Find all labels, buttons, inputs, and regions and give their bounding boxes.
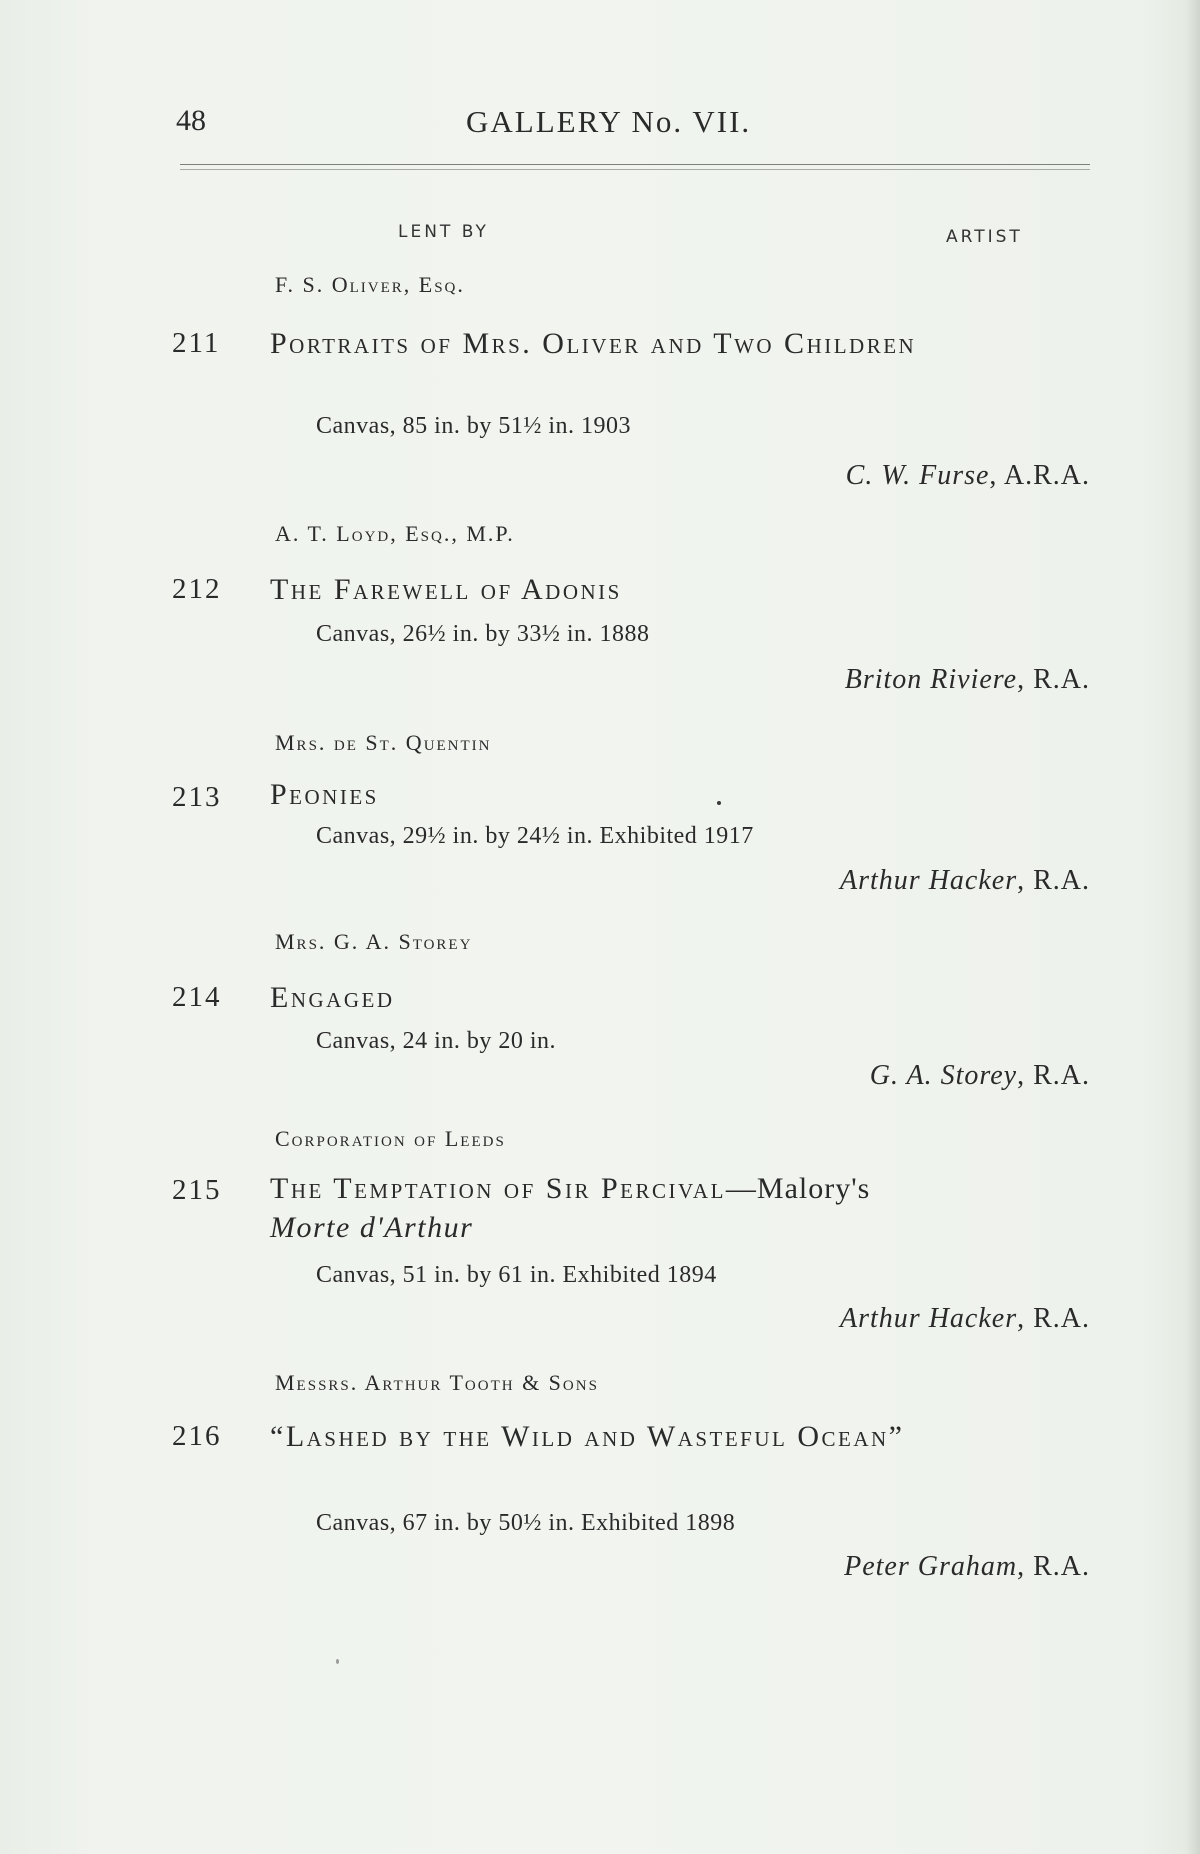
page-edge-shadow	[1186, 0, 1200, 1854]
entry-number: 216	[172, 1420, 222, 1452]
page-number: 48	[176, 104, 206, 137]
entry-title-text: Peonies	[270, 778, 379, 811]
column-label-artist: ARTIST	[946, 227, 1023, 247]
entry-artist-name: Briton Riviere	[844, 664, 1018, 695]
entry-title-text: The Temptation of Sir Percival	[270, 1172, 726, 1205]
entry-lender: Mrs. de St. Quentin	[275, 730, 492, 755]
entry-number: 211	[172, 327, 221, 359]
entry-lender: Messrs. Arthur Tooth & Sons	[275, 1370, 599, 1395]
entry-title	[270, 978, 1100, 1017]
entry-artist-suffix: , R.A.	[1017, 1060, 1090, 1091]
entry-artist-name: Arthur Hacker	[840, 865, 1018, 896]
entry-artist	[844, 1551, 1090, 1583]
entry-medium: Canvas, 24 in. by 20 in.	[316, 1028, 556, 1054]
ink-speck	[717, 801, 721, 805]
header-rule-secondary	[180, 169, 1090, 170]
entry-artist-name: Peter Graham	[844, 1551, 1018, 1582]
entry-number: 214	[172, 981, 222, 1013]
entry-medium: Canvas, 67 in. by 50½ in. Exhibited 1898	[316, 1510, 736, 1536]
entry-number: 215	[172, 1174, 222, 1206]
entry-artist-suffix: , R.A.	[1017, 664, 1090, 695]
header-rule	[180, 164, 1090, 165]
entry-artist	[870, 1060, 1090, 1092]
entry-artist	[846, 460, 1090, 492]
entry-title-text: The Farewell of Adonis	[270, 573, 622, 606]
entry-artist	[840, 1303, 1090, 1335]
entry-title-text: Engaged	[270, 981, 395, 1014]
entry-artist	[840, 865, 1090, 897]
paper-blemish	[336, 1659, 339, 1664]
entry-artist-name: G. A. Storey	[869, 1060, 1018, 1091]
entry-artist-name: Arthur Hacker	[840, 1303, 1018, 1334]
entry-lender: A. T. Loyd, Esq., M.P.	[275, 521, 515, 546]
running-head: GALLERY No. VII.	[466, 104, 752, 139]
entry-medium: Canvas, 85 in. by 51½ in. 1903	[316, 413, 631, 439]
entry-title-text: “Lashed by the Wild and Wasteful Ocean”	[270, 1420, 905, 1453]
entry-artist	[845, 664, 1090, 696]
entry-title	[270, 570, 1100, 609]
entry-artist-suffix: , A.R.A.	[989, 460, 1090, 491]
entry-title-italic: Morte d'Arthur	[270, 1211, 474, 1244]
entry-medium: Canvas, 29½ in. by 24½ in. Exhibited 1917	[316, 823, 754, 849]
entry-artist-suffix: , R.A.	[1017, 865, 1090, 896]
entry-title-continuation: —Malory's	[725, 1172, 871, 1205]
column-label-lent-by: LENT BY	[398, 222, 489, 242]
entry-number: 213	[172, 781, 222, 813]
entry-lender: Mrs. G. A. Storey	[275, 929, 473, 954]
entry-medium: Canvas, 51 in. by 61 in. Exhibited 1894	[316, 1262, 717, 1288]
entry-lender: Corporation of Leeds	[275, 1126, 506, 1151]
entry-number: 212	[172, 573, 222, 605]
entry-title	[270, 1417, 1010, 1456]
entry-artist-suffix: , R.A.	[1017, 1303, 1090, 1334]
entry-artist-name: C. W. Furse	[845, 460, 990, 491]
entry-title	[270, 324, 1100, 363]
entry-title-text: Portraits of Mrs. Oliver and Two Children	[270, 327, 917, 360]
entry-artist-suffix: , R.A.	[1017, 1551, 1090, 1582]
entry-title	[270, 1169, 1100, 1247]
entry-title	[270, 775, 1100, 814]
entry-medium: Canvas, 26½ in. by 33½ in. 1888	[316, 621, 650, 647]
entry-lender: F. S. Oliver, Esq.	[275, 272, 465, 297]
